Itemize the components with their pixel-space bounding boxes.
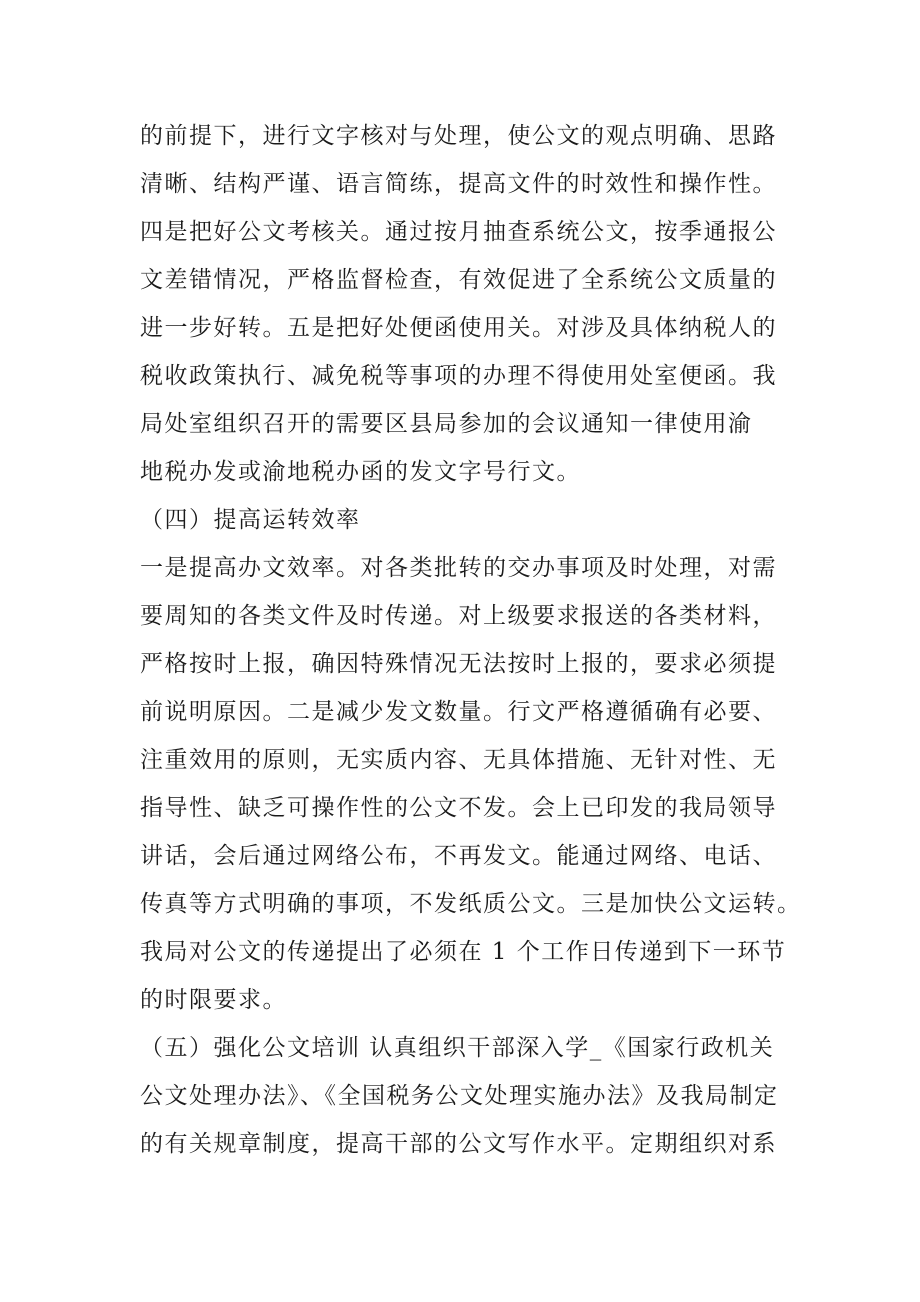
text-line: 注重效用的原则，无实质内容、无具体措施、无针对性、无 bbox=[140, 747, 777, 773]
text-line: 一是提高办文效率。对各类批转的交办事项及时处理，对需 bbox=[140, 555, 777, 581]
text-line: 清晰、结构严谨、语言简练，提高文件的时效性和操作性。 bbox=[140, 171, 777, 197]
text-line: 地税办发或渝地税办函的发文字号行文。 bbox=[140, 459, 581, 485]
text-line: 要周知的各类文件及时传递。对上级要求报送的各类材料， bbox=[140, 603, 777, 629]
text-line: 文差错情况，严格监督检查，有效促进了全系统公文质量的 bbox=[140, 267, 777, 293]
text-line: 我局对公文的传递提出了必须在 1 个工作日传递到下一环节 bbox=[140, 939, 787, 965]
text-line: 传真等方式明确的事项，不发纸质公文。三是加快公文运转。 bbox=[140, 891, 802, 917]
text-line: 前说明原因。二是减少发文数量。行文严格遵循确有必要、 bbox=[140, 699, 777, 725]
text-line: 指导性、缺乏可操作性的公文不发。会上已印发的我局领导 bbox=[140, 795, 777, 821]
text-line: 的时限要求。 bbox=[140, 987, 287, 1013]
text-line: 税收政策执行、减免税等事项的办理不得使用处室便函。我 bbox=[140, 363, 777, 389]
text-line: 的前提下，进行文字核对与处理，使公文的观点明确、思路 bbox=[140, 123, 777, 149]
text-line: 公文处理办法》、《全国税务公文处理实施办法》及我局制定 bbox=[140, 1083, 779, 1109]
section-heading: （四）提高运转效率 bbox=[140, 507, 361, 533]
text-line: 的有关规章制度，提高干部的公文写作水平。定期组织对系 bbox=[140, 1131, 777, 1157]
section-heading: （五）强化公文培训 认真组织干部深入学_《国家行政机关 bbox=[140, 1035, 775, 1061]
text-line: 局处室组织召开的需要区县局参加的会议通知一律使用渝 bbox=[140, 411, 753, 437]
text-line: 严格按时上报，确因特殊情况无法按时上报的，要求必须提 bbox=[140, 651, 777, 677]
text-line: 进一步好转。五是把好处便函使用关。对涉及具体纳税人的 bbox=[140, 315, 777, 341]
text-line: 讲话，会后通过网络公布，不再发文。能通过网络、电话、 bbox=[140, 843, 777, 869]
document-body bbox=[140, 112, 800, 1168]
text-line: 四是把好公文考核关。通过按月抽查系统公文，按季通报公 bbox=[140, 219, 777, 245]
